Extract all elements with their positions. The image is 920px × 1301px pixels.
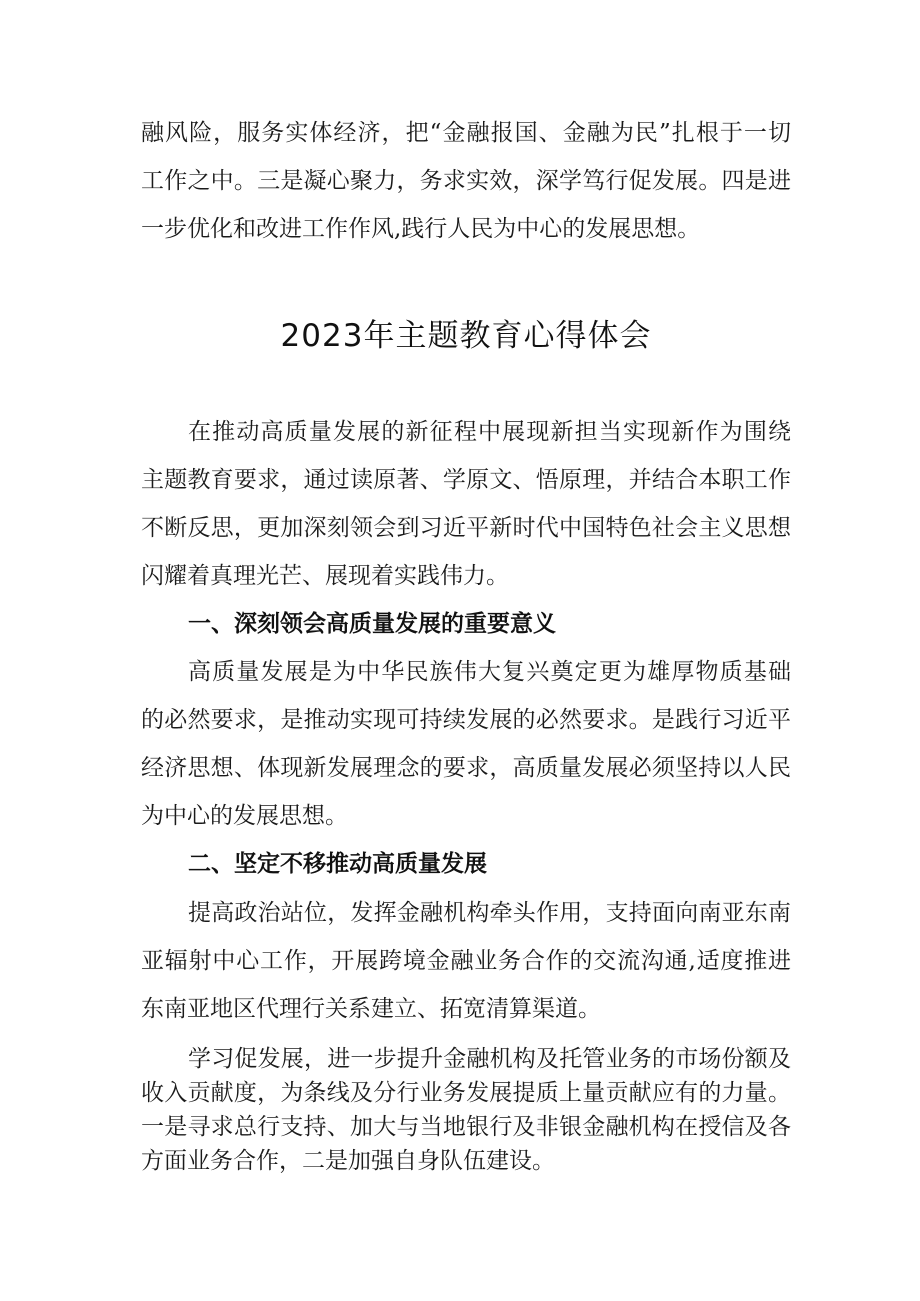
paragraph-line: 不断反思，更加深刻领会到习近平新时代中国特色社会主义思想 [141, 515, 791, 541]
paragraph-line: 的必然要求，是推动实现可持续发展的必然要求。是践行习近平 [141, 707, 791, 733]
paragraph-line: 在推动高质量发展的新征程中展现新担当实现新作为围绕 [188, 419, 791, 445]
paragraph-line: 为中心的发展思想。 [141, 803, 348, 829]
paragraph-line: 经济思想、体现新发展理念的要求，高质量发展必须坚持以人民 [141, 755, 791, 781]
section-heading-1: 一、深刻领会高质量发展的重要意义 [188, 611, 556, 637]
section-heading-2: 二、坚定不移推动高质量发展 [188, 851, 487, 877]
paragraph-line: 高质量发展是为中华民族伟大复兴奠定更为雄厚物质基础 [188, 659, 791, 685]
document-title: 2023年主题教育心得体会 [280, 318, 652, 354]
paragraph-line: 闪耀着真理光芒、展现着实践伟力。 [141, 563, 509, 589]
paragraph-line: 亚辐射中心工作，开展跨境金融业务合作的交流沟通,适度推进 [141, 948, 791, 974]
paragraph-line: 收入贡献度，为条线及分行业务发展提质上量贡献应有的力量。 [141, 1080, 791, 1106]
paragraph-line: 主题教育要求，通过读原著、学原文、悟原理，并结合本职工作 [141, 467, 791, 493]
paragraph-line: 融风险，服务实体经济，把“金融报国、金融为民”扎根于一切 [141, 120, 791, 146]
paragraph-line: 一步优化和改进工作作风,践行人民为中心的发展思想。 [141, 216, 701, 242]
paragraph-line: 提高政治站位，发挥金融机构牵头作用，支持面向南亚东南 [188, 900, 791, 926]
paragraph-line: 东南亚地区代理行关系建立、拓宽清算渠道。 [141, 996, 601, 1022]
paragraph-line: 方面业务合作，二是加强自身队伍建设。 [141, 1148, 555, 1174]
paragraph-line: 一是寻求总行支持、加大与当地银行及非银金融机构在授信及各 [141, 1114, 791, 1140]
paragraph-line: 工作之中。三是凝心聚力，务求实效，深学笃行促发展。四是进 [141, 168, 791, 194]
paragraph-line: 学习促发展，进一步提升金融机构及托管业务的市场份额及 [188, 1046, 791, 1072]
